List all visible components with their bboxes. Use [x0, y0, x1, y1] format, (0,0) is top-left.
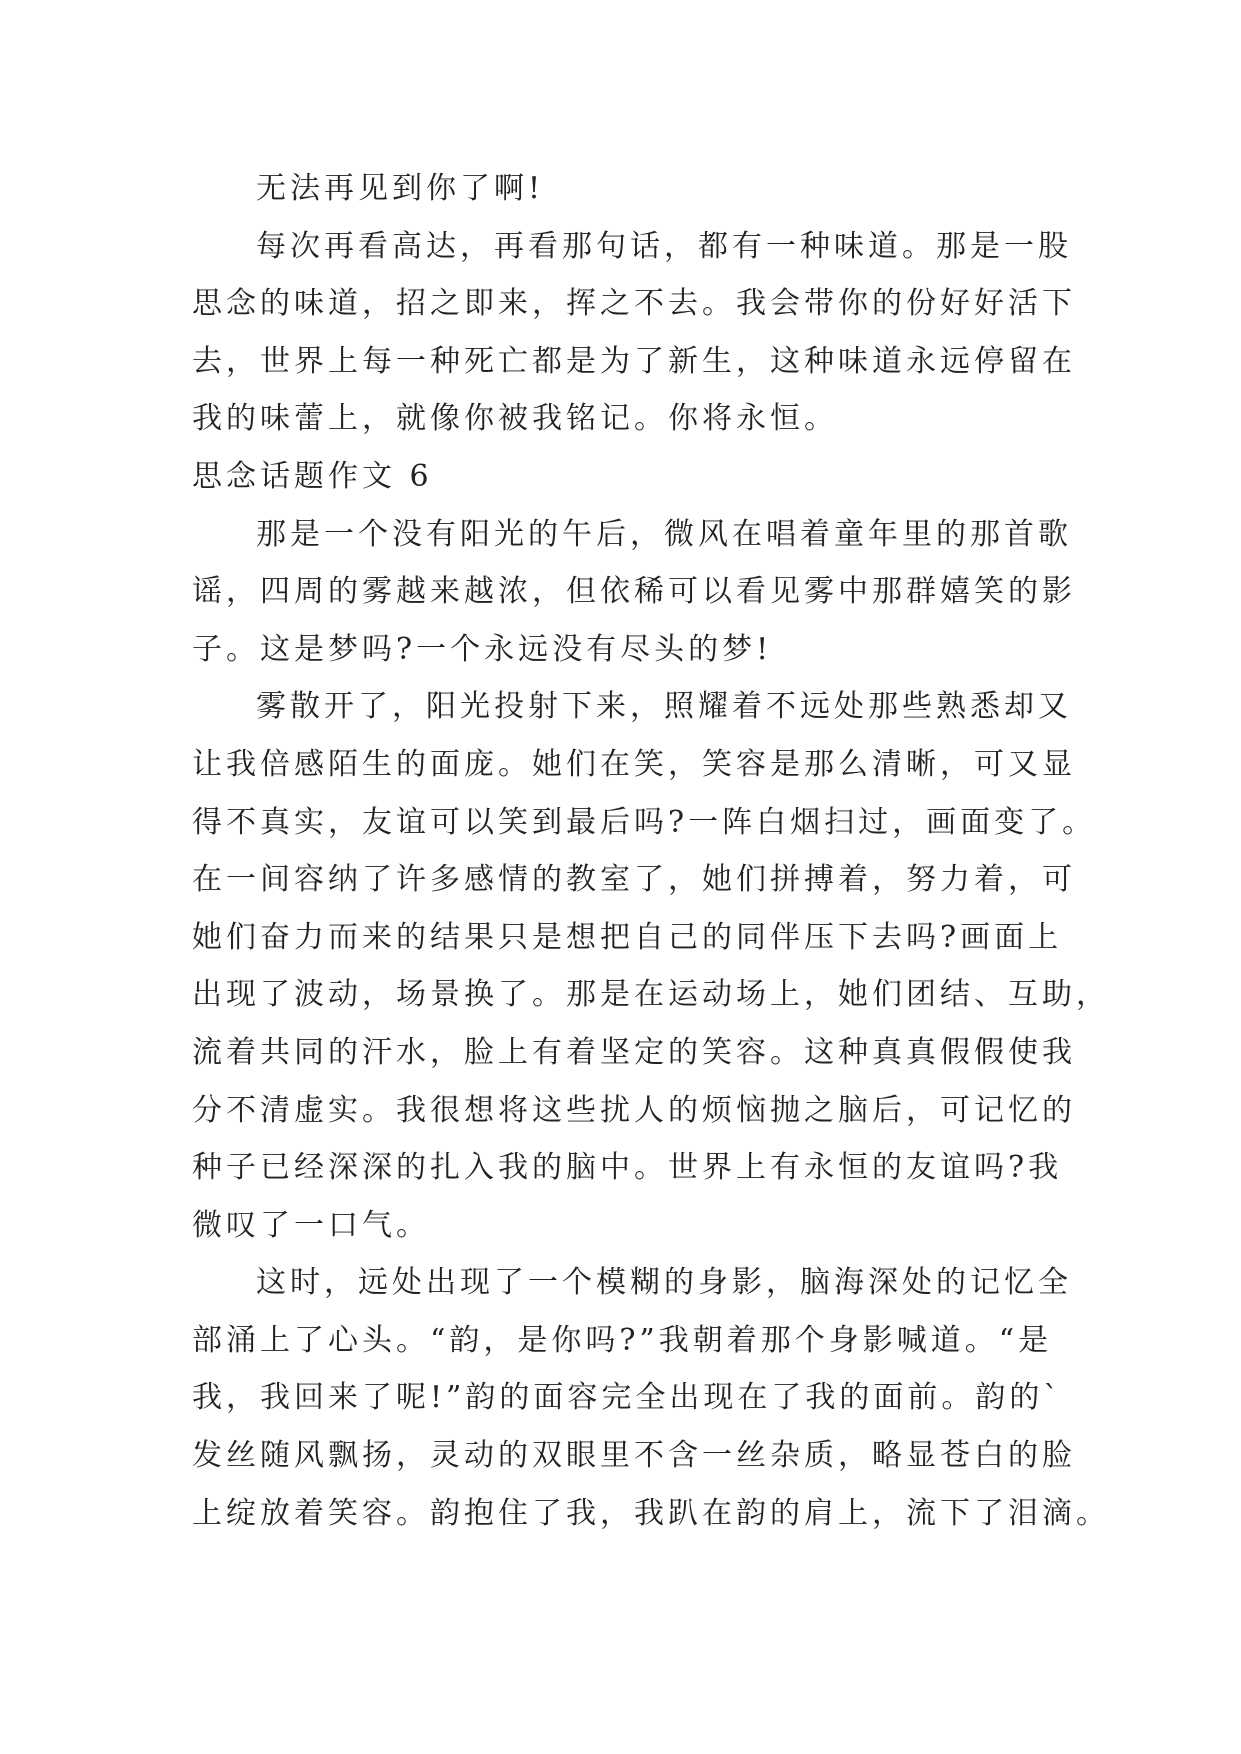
text-line: 流着共同的汗水，脸上有着坚定的笑容。这种真真假假使我	[192, 1034, 1076, 1070]
section-heading	[192, 448, 1072, 506]
paragraph	[192, 160, 1072, 218]
text-line: 那是一个没有阳光的午后，微风在唱着童年里的那首歌	[256, 516, 1072, 552]
text-line: 得不真实，友谊可以笑到最后吗?一阵白烟扫过，画面变了。	[192, 804, 1097, 840]
text-line: 子。这是梦吗?一个永远没有尽头的梦!	[192, 631, 773, 667]
text-line: 思念的味道，招之即来，挥之不去。我会带你的份好好活下	[192, 286, 1076, 322]
text-line: 部涌上了心头。“韵，是你吗?”我朝着那个身影喊道。“是	[192, 1322, 1053, 1358]
text-line: 无法再见到你了啊!	[256, 171, 545, 206]
text-line: 思念话题作文 6	[192, 458, 433, 494]
document-body	[192, 160, 1110, 1542]
paragraph	[192, 506, 1076, 679]
text-line: 我的味蕾上，就像你被我铭记。你将永恒。	[192, 401, 838, 437]
text-line: 微叹了一口气。	[192, 1207, 430, 1243]
text-line: 上绽放着笑容。韵抱住了我，我趴在韵的肩上，流下了泪滴。	[192, 1495, 1110, 1531]
paragraph	[192, 1254, 1110, 1542]
text-line: 出现了波动，场景换了。那是在运动场上，她们团结、互助，	[192, 977, 1110, 1013]
paragraph	[192, 218, 1076, 448]
text-line: 种子已经深深的扎入我的脑中。世界上有永恒的友谊吗?我	[192, 1150, 1063, 1186]
paragraph	[192, 678, 1110, 1254]
text-line: 发丝随风飘扬，灵动的双眼里不含一丝杂质，略显苍白的脸	[192, 1438, 1076, 1474]
text-line: 谣，四周的雾越来越浓，但依稀可以看见雾中那群嬉笑的影	[192, 574, 1076, 610]
text-line: 分不清虚实。我很想将这些扰人的烦恼抛之脑后，可记忆的	[192, 1092, 1076, 1128]
text-line: 在一间容纳了许多感情的教室了，她们拼搏着，努力着，可	[192, 862, 1076, 898]
text-line: 每次再看高达，再看那句话，都有一种味道。那是一股	[256, 228, 1072, 264]
text-line: 让我倍感陌生的面庞。她们在笑，笑容是那么清晰，可又显	[192, 746, 1076, 782]
text-line: 我，我回来了呢!”韵的面容完全出现在了我的面前。韵的`	[192, 1380, 1063, 1416]
text-line: 这时，远处出现了一个模糊的身影，脑海深处的记忆全	[256, 1265, 1072, 1301]
text-line: 雾散开了，阳光投射下来，照耀着不远处那些熟悉却又	[256, 689, 1072, 725]
text-line: 去，世界上每一种死亡都是为了新生，这种味道永远停留在	[192, 343, 1076, 379]
text-line: 她们奋力而来的结果只是想把自己的同伴压下去吗?画面上	[192, 919, 1063, 955]
